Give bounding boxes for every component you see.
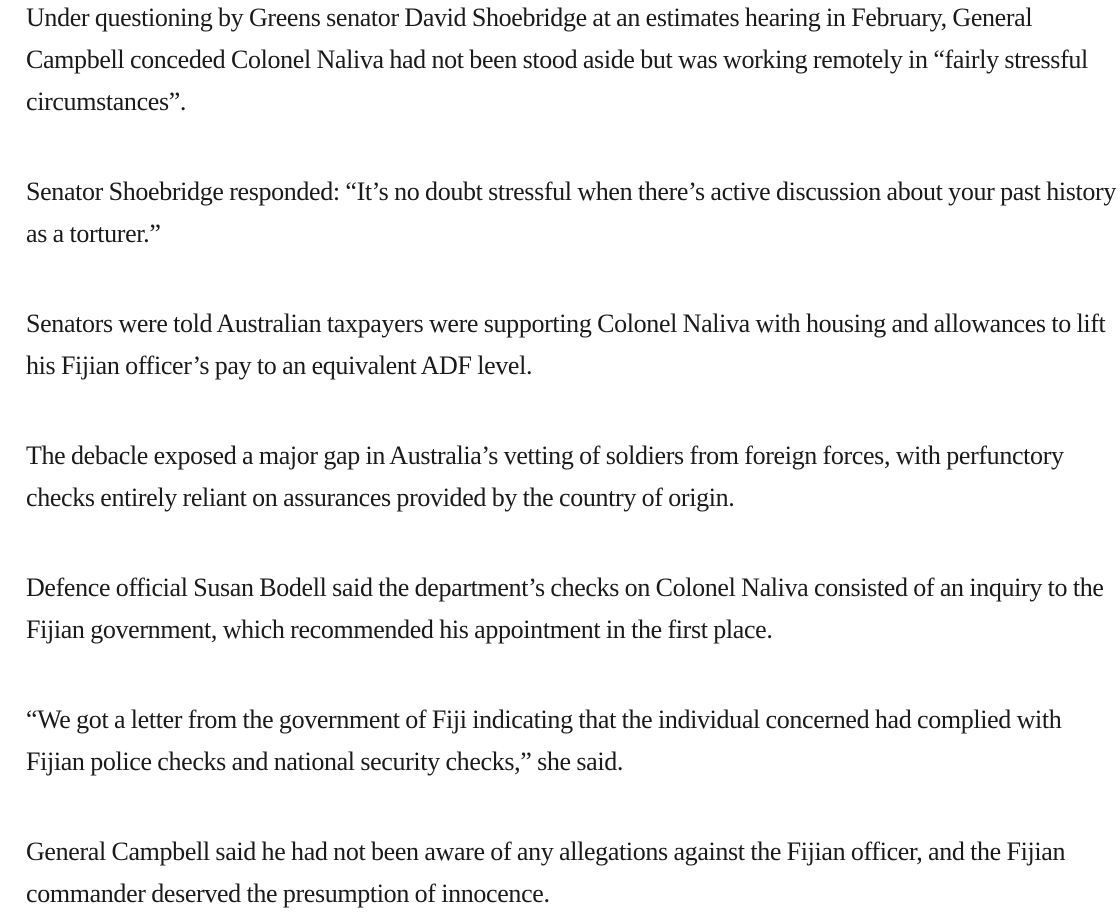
paragraph-bodell-checks: Defence official Susan Bodell said the department’s checks on Colonel Naliva consisted of an inquiry to the Fijian government, which recommended his appointment in the first place. <box>26 573 1104 644</box>
paragraph-vetting-gap: The debacle exposed a major gap in Australia’s vetting of soldiers from foreign forces, with perfunctory checks entirely reliant on assurances provided by the country of origin. <box>26 441 1064 512</box>
paragraph-shoebridge-questioning: Under questioning by Greens senator David Shoebridge at an estimates hearing in February, General Campbell conceded Colonel Naliva had not been stood aside but was working remotely in “fairly stressful circumstances”. <box>26 3 1088 116</box>
paragraph-shoebridge-response: Senator Shoebridge responded: “It’s no doubt stressful when there’s active discussion about your past history as a torturer.” <box>26 177 1116 248</box>
article-body <box>26 0 1120 915</box>
paragraph-presumption-of-innocence: General Campbell said he had not been aware of any allegations against the Fijian officer, and the Fijian commander deserved the presumption of innocence. <box>26 837 1066 908</box>
paragraph-taxpayer-support: Senators were told Australian taxpayers were supporting Colonel Naliva with housing and allowances to lift his Fijian officer’s pay to an equivalent ADF level. <box>26 309 1106 380</box>
paragraph-fiji-letter-quote: “We got a letter from the government of Fiji indicating that the individual concerned had complied with Fijian police checks and national security checks,” she said. <box>26 705 1062 776</box>
